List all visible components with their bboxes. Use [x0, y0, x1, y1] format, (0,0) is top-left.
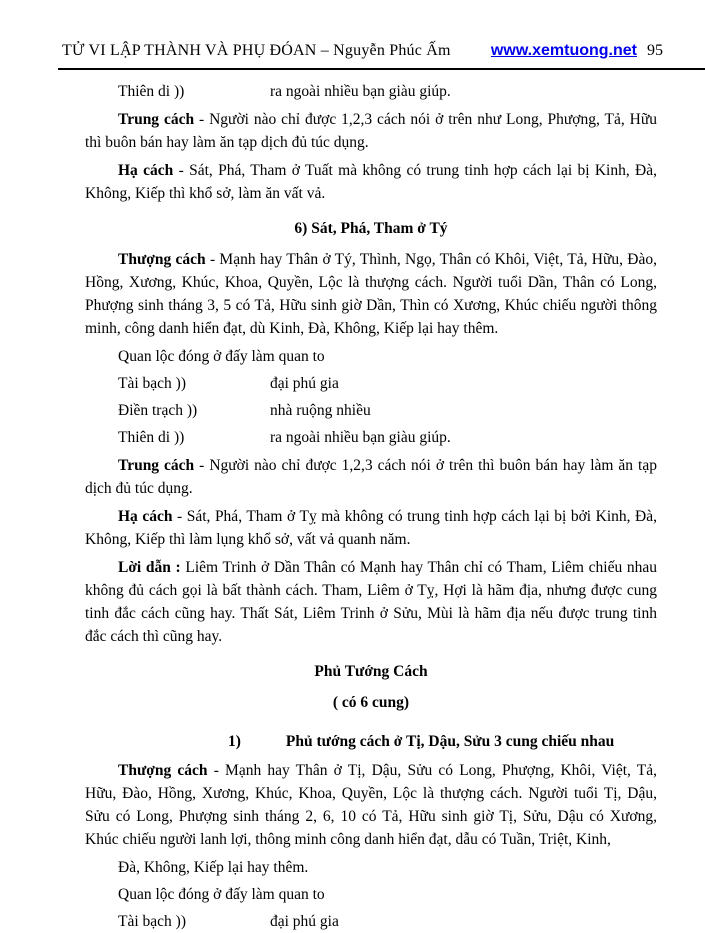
paragraph-lead: Thượng cách: [118, 251, 206, 268]
list-item-label: Điền trạch )): [118, 402, 198, 419]
line-quan-loc-1: Quan lộc đóng ở đấy làm quan to: [118, 348, 325, 365]
paragraph-loi-dan: [85, 556, 657, 648]
paragraph-text: - Sát, Phá, Tham ở Tuất mà không có trung tinh hợp cách lại bị Kinh, Đà, Không, Kiếp thì khổ sở, làm ăn vất vả.: [85, 162, 657, 202]
section-heading-6: 6) Sát, Phá, Tham ở Tý: [294, 220, 448, 237]
paragraph-ha-cach-1: [85, 159, 657, 205]
heading-text: Phủ tướng cách ở Tị, Dậu, Sửu 3 cung chiếu nhau: [285, 733, 615, 750]
paragraph-lead: Hạ cách: [118, 162, 174, 179]
line-da-khong: Đà, Không, Kiếp lại hay thêm.: [118, 859, 309, 876]
list-item-label: Tài bạch )): [118, 913, 186, 930]
page-header: [0, 0, 705, 60]
list-item-value: đại phú gia: [270, 375, 339, 392]
paragraph-lead: Lời dẫn :: [118, 559, 181, 576]
list-item: [118, 399, 657, 422]
paragraph-lead: Thượng cách: [118, 762, 208, 779]
paragraph-trung-cach-1: [85, 108, 657, 154]
paragraph-lead: Hạ cách: [118, 508, 173, 525]
list-item-value: ra ngoài nhiều bạn giàu giúp.: [270, 83, 451, 100]
header-divider: [58, 68, 705, 70]
document-title: TỬ VI LẬP THÀNH VÀ PHỤ ĐÓAN – Nguyễn Phúc Ấm: [62, 42, 451, 59]
paragraph-thuong-cach-2: [85, 759, 657, 851]
section-subheading-cung: ( có 6 cung): [332, 694, 410, 711]
list-item-value: ra ngoài nhiều bạn giàu giúp.: [270, 429, 451, 446]
list-item: [118, 80, 657, 103]
paragraph-lead: Trung cách: [118, 457, 195, 474]
section-heading-phu-tuong: Phủ Tướng Cách: [314, 663, 428, 680]
paragraph-text: - Người nào chỉ được 1,2,3 cách nói ở trên như Long, Phượng, Tả, Hữu thì buôn bán hay làm ăn tạp dịch đủ túc dụng.: [85, 111, 657, 151]
list-item-label: Thiên di )): [118, 429, 185, 446]
paragraph-text: Liêm Trinh ở Dần Thân có Mạnh hay Thân chỉ có Tham, Liêm chiếu nhau không đủ cách gọi là bất thành cách. Tham, Liêm ở Tỵ, Hợi là hãm địa, nhưng được cung tinh đắc cách cũng hay. Thất Sát, Liêm Trinh ở Sửu, Mùi là hãm địa nếu được trung tinh đắc cách thì cũng hay.: [85, 559, 657, 645]
paragraph-ha-cach-2: [85, 505, 657, 551]
paragraph-trung-cach-2: [85, 454, 657, 500]
numbered-heading-1: [228, 730, 657, 753]
paragraph-thuong-cach-1: [85, 248, 657, 340]
paragraph-text: - Người nào chỉ được 1,2,3 cách nói ở trên thì buôn bán hay làm ăn tạp dịch đủ túc dụng.: [85, 457, 657, 497]
paragraph-text: - Mạnh hay Thân ở Tý, Thình, Ngọ, Thân có Khôi, Việt, Tả, Hữu, Đào, Hồng, Xương, Khúc, Khoa, Quyền, Lộc là thượng cách. Người tuổi Dần, Thân có Long, Phượng sinh tháng 3, 5 có Tả, Hữu sinh giờ Dần, Thìn có Xương, Khúc chiếu người thông minh, công danh hiển đạt, dù Kinh, Đà, Không, Kiếp lại hay thêm.: [85, 251, 657, 337]
list-item-label: Thiên di )): [118, 83, 185, 100]
paragraph-lead: Trung cách: [118, 111, 195, 128]
page-number: 95: [647, 42, 663, 59]
website-link[interactable]: www.xemtuong.net: [490, 42, 637, 59]
list-item: [118, 910, 657, 933]
list-item-value: đại phú gia: [270, 913, 339, 930]
paragraph-text: - Sát, Phá, Tham ở Tỵ mà không có trung tinh hợp cách lại bị bởi Kinh, Đà, Không, Kiếp thì làm lụng khổ sở, vất vả quanh năm.: [85, 508, 657, 548]
list-item: [118, 426, 657, 449]
document-body: [85, 80, 657, 933]
heading-number: 1): [228, 733, 241, 750]
line-quan-loc-2: Quan lộc đóng ở đấy làm quan to: [118, 886, 325, 903]
list-item: [118, 372, 657, 395]
list-item-label: Tài bạch )): [118, 375, 186, 392]
paragraph-text: - Mạnh hay Thân ở Tị, Dậu, Sửu có Long, Phượng, Khôi, Việt, Tả, Hữu, Đào, Hồng, Xương, Khúc, Khoa, Quyền, Lộc là thượng cách. Người tuổi Tị, Dậu, Sửu có Long, Phượng sinh tháng 2, 6, 10 có Tả, Hữu sinh giờ Tị, Sửu, Dậu có Xương, Khúc chiếu người lanh lợi, thông minh công danh hiển đạt, dẫu có Tuần, Triệt, Kinh,: [85, 762, 658, 848]
list-item-value: nhà ruộng nhiều: [270, 402, 371, 419]
